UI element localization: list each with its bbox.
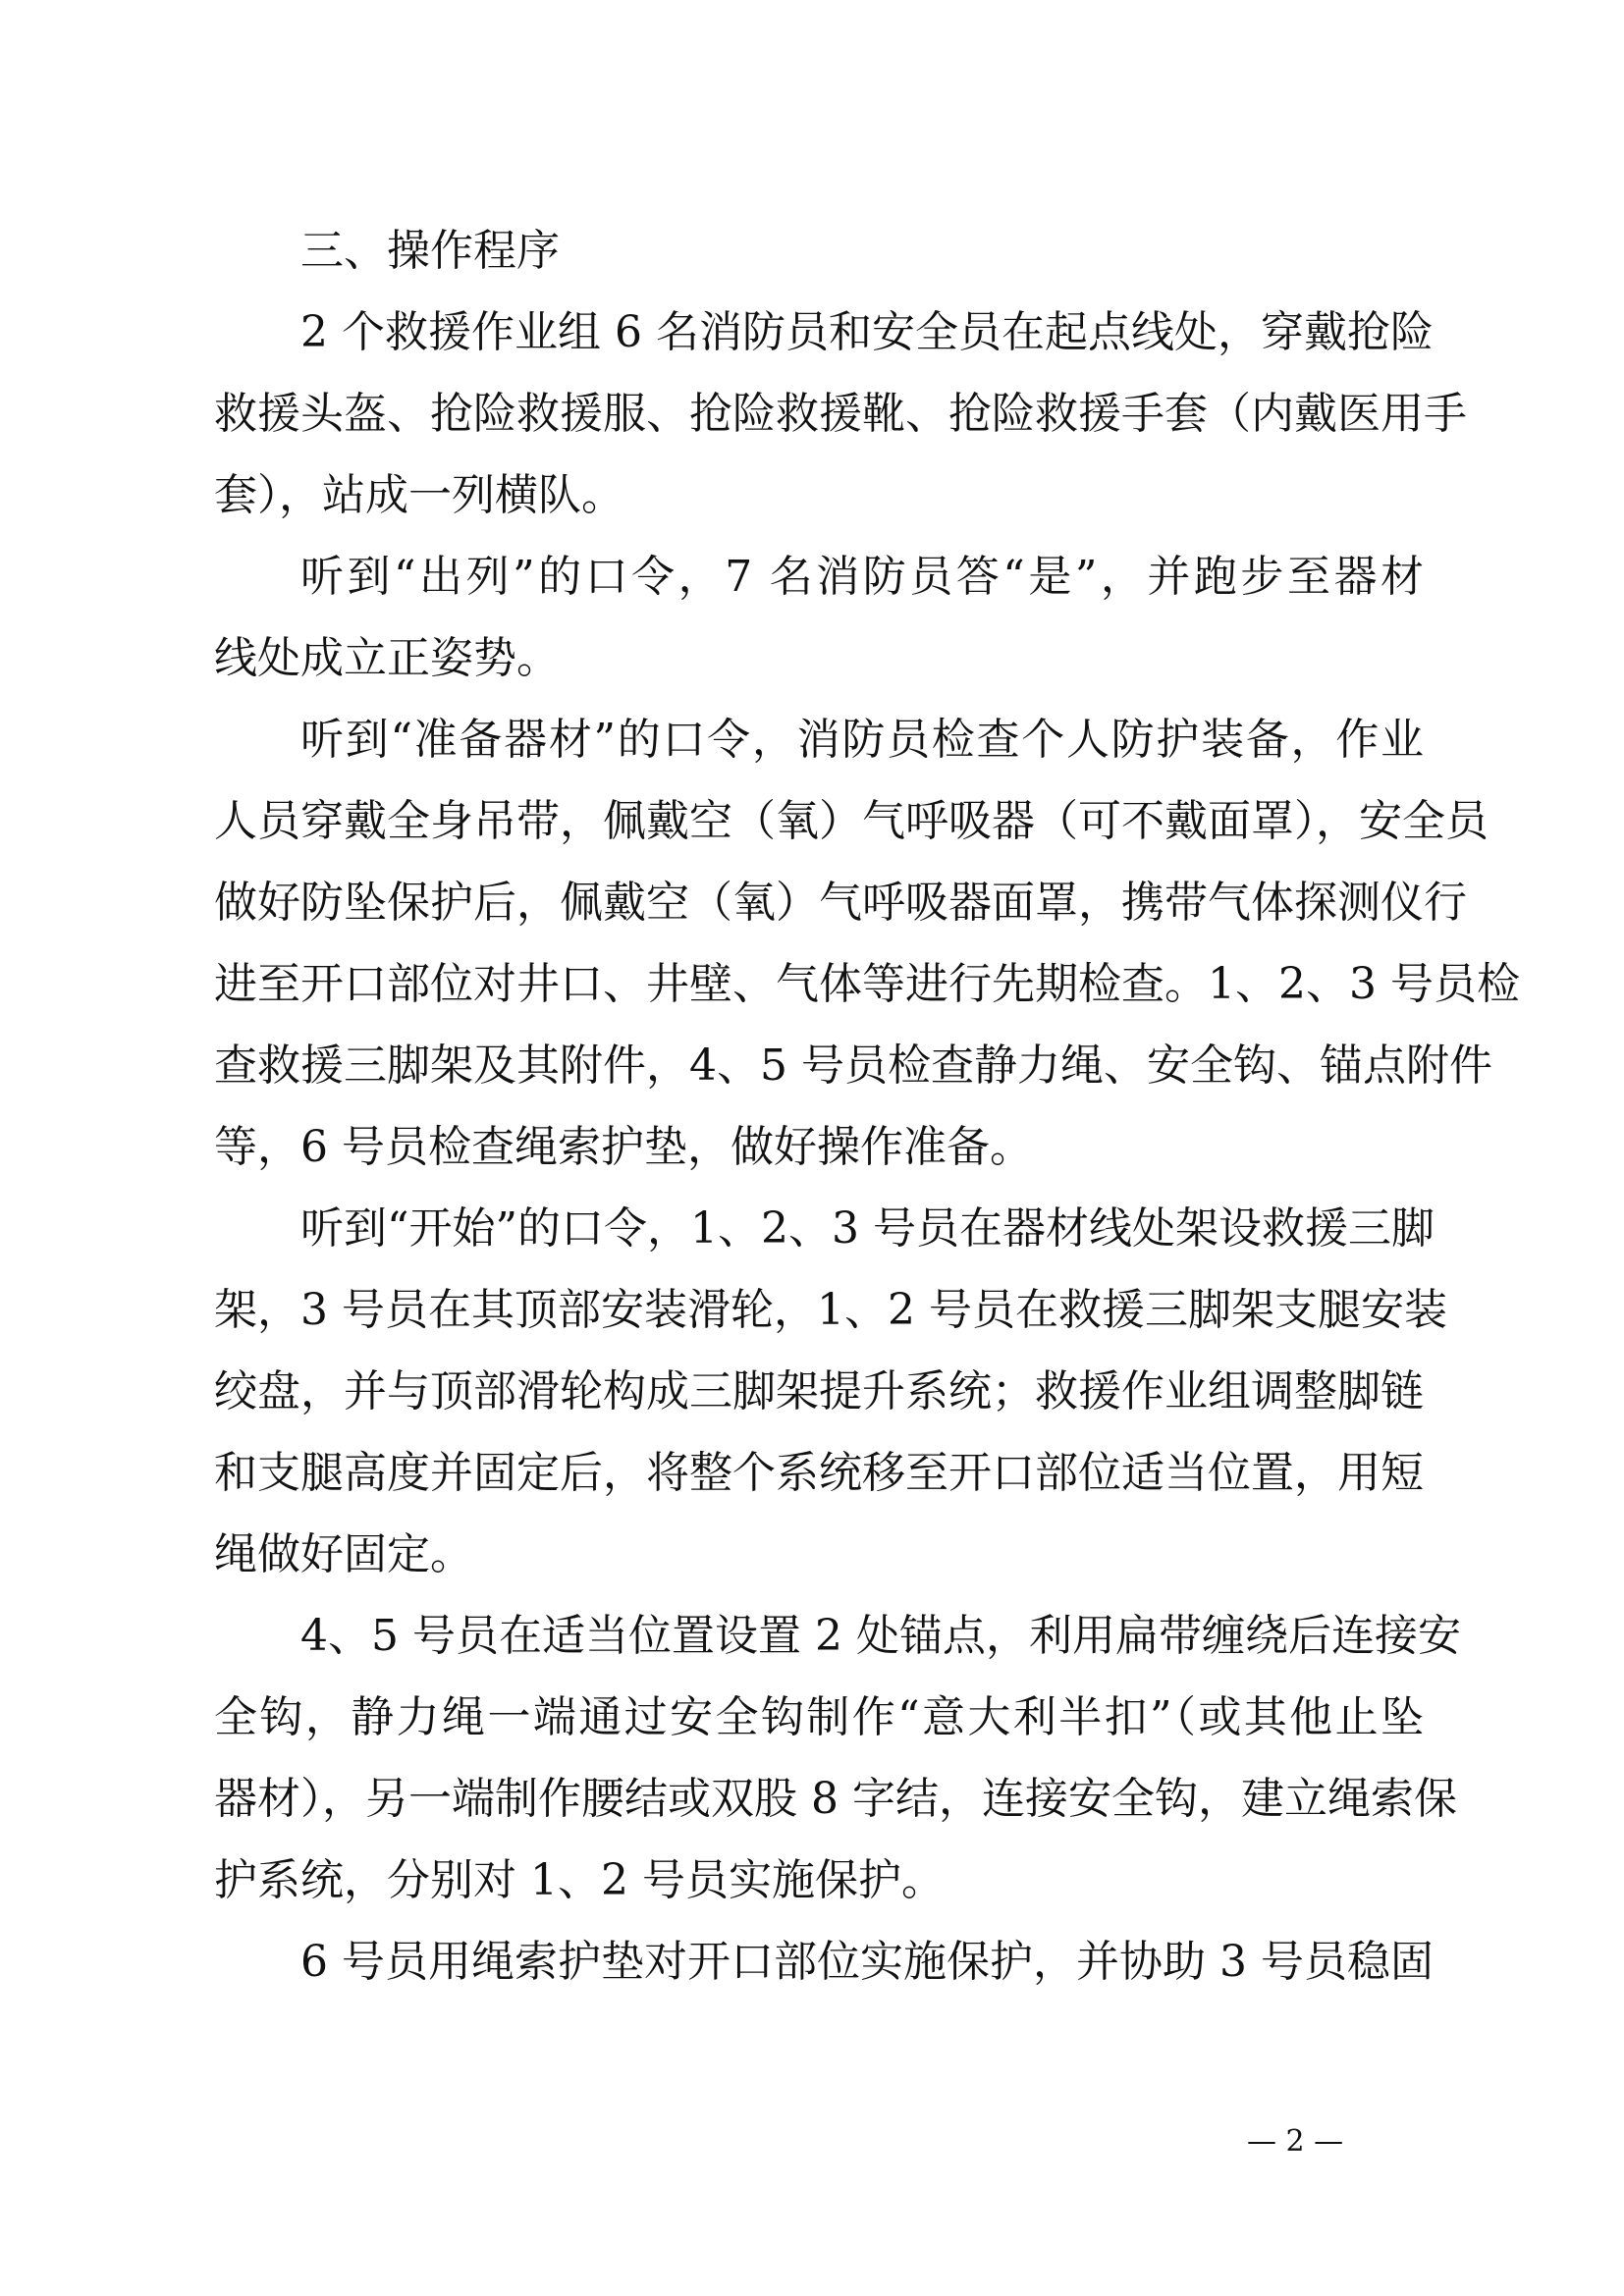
paragraph-line: 听到“出列”的口令，7 名消防员答“是”，并跑步至器材	[300, 552, 1424, 602]
paragraph-line: 线处成立正姿势。	[214, 633, 560, 683]
paragraph-line: 全钩，静力绳一端通过安全钩制作“意大利半扣”（或其他止坠	[214, 1692, 1424, 1742]
section-heading: 三、操作程序	[300, 226, 560, 276]
page-number: — 2 —	[1247, 2124, 1344, 2159]
paragraph-line: 器材），另一端制作腰结或双股 8 字结，连接安全钩，建立绳索保	[214, 1774, 1457, 1824]
paragraph-line: 护系统，分别对 1、2 号员实施保护。	[214, 1855, 945, 1905]
paragraph-line: 绳做好固定。	[214, 1529, 473, 1579]
paragraph-line: 人员穿戴全身吊带，佩戴空（氧）气呼吸器（可不戴面罩），安全员	[214, 796, 1489, 846]
paragraph-line: 6 号员用绳索护垫对开口部位实施保护，并协助 3 号员稳固	[300, 1937, 1434, 1987]
paragraph-line: 套），站成一列横队。	[214, 470, 624, 520]
paragraph-line: 架，3 号员在其顶部安装滑轮，1、2 号员在救援三脚架支腿安装	[214, 1285, 1447, 1335]
paragraph-line: 听到“开始”的口令，1、2、3 号员在器材线处架设救援三脚	[300, 1203, 1435, 1254]
paragraph-line: 4、5 号员在适当位置设置 2 处锚点，利用扁带缠绕后连接安	[300, 1611, 1461, 1661]
paragraph-line: 查救援三脚架及其附件，4、5 号员检查静力绳、安全钩、锚点附件	[214, 1041, 1492, 1091]
paragraph-line: 等，6 号员检查绳索护垫，做好操作准备。	[214, 1122, 1033, 1172]
paragraph-line: 做好防坠保护后，佩戴空（氧）气呼吸器面罩，携带气体探测仪行	[214, 878, 1467, 928]
paragraph-line: 听到“准备器材”的口令，消防员检查个人防护装备，作业	[300, 715, 1424, 765]
paragraph-line: 2 个救援作业组 6 名消防员和安全员在起点线处，穿戴抢险	[300, 307, 1434, 357]
paragraph-line: 救援头盔、抢险救援服、抢险救援靴、抢险救援手套（内戴医用手	[214, 389, 1467, 439]
paragraph-line: 和支腿高度并固定后，将整个系统移至开口部位适当位置，用短	[214, 1448, 1424, 1498]
paragraph-line: 进至开口部位对井口、井壁、气体等进行先期检查。1、2、3 号员检	[214, 959, 1520, 1009]
paragraph-line: 绞盘，并与顶部滑轮构成三脚架提升系统；救援作业组调整脚链	[214, 1366, 1424, 1416]
